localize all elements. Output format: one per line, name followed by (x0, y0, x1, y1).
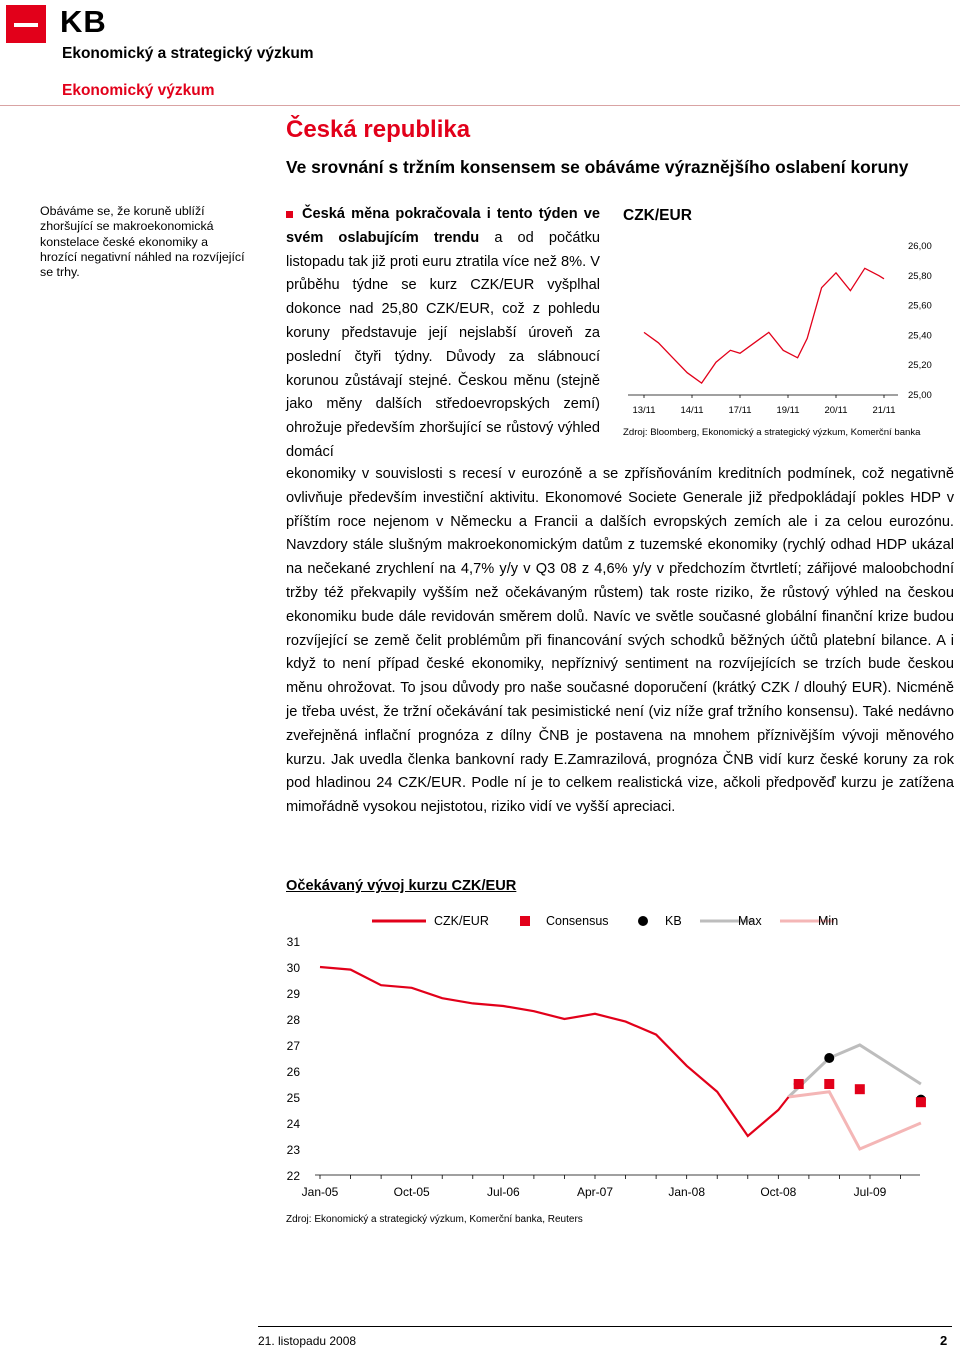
min-series-line (789, 1092, 921, 1149)
chart2-y-tick-label: 27 (286, 1039, 300, 1053)
chart2-y-tick-label: 24 (286, 1117, 300, 1131)
kb-logo-mark (6, 5, 46, 43)
chart1-x-tick-label: 17/11 (728, 405, 752, 416)
chart2-x-tick-label: Jul-06 (486, 1185, 520, 1199)
chart2-x-tick-label: Jan-08 (668, 1185, 706, 1199)
chart1-source: Zdroj: Bloomberg, Ekonomický a strategický výzkum, Komerční banka (623, 427, 921, 438)
footer-date: 21. listopadu 2008 (258, 1334, 357, 1348)
chart1-x-tick-label: 13/11 (632, 405, 656, 416)
legend-label: Consensus (546, 914, 609, 928)
consensus-point (916, 1097, 926, 1107)
chart2-y-tick-label: 25 (286, 1091, 300, 1105)
chart1-y-tick-label: 25,60 (908, 300, 932, 312)
header-divider (0, 105, 960, 106)
consensus-point (855, 1084, 865, 1094)
chart1-x-tick-label: 21/11 (872, 405, 896, 416)
legend-square-icon (520, 916, 530, 926)
chart1-series-line (644, 268, 884, 383)
legend-label: KB (665, 914, 682, 928)
chart1-x-tick-label: 19/11 (776, 405, 800, 416)
page-title: Česká republika (286, 116, 471, 143)
chart2-source: Zdroj: Ekonomický a strategický výzkum, Komerční banka, Reuters (286, 1214, 583, 1225)
czk-eur-chart (620, 228, 950, 418)
lead-bold-text: Česká měna pokračovala i tento týden ve svém oslabujícím trendu (286, 206, 600, 246)
department-title: Ekonomický a strategický výzkum (62, 45, 314, 62)
legend-dot-icon (638, 916, 648, 926)
chart2-y-tick-label: 23 (286, 1143, 300, 1157)
chart2-title: Očekávaný vývoj kurzu CZK/EUR (286, 878, 517, 894)
footer-divider (258, 1326, 952, 1327)
forecast-chart (280, 905, 950, 1205)
lead-text: a od počátku listopadu tak již proti euru ztratila více než 8%. V průběhu týdne se kurz CZK/EUR vyšplhal dokonce nad 25,80 CZK/EUR, což z pohledu koruny představuje její nejslabší úroveň za poslední čtyři týdny. Důvody za slábnoucí korunou zůstávají stejné. Českou měnu (stejně jako měny dalších středoevropských zemí) ohrožuje především zhoršující se růstový výhled domácí (286, 229, 600, 460)
kb-logo-text: KB (60, 4, 107, 39)
chart1-y-tick-label: 25,40 (908, 330, 932, 342)
body-paragraph: ekonomiky v souvislosti s recesí v eurozóně a se zpřísňováním kreditních podmínek, což negativně ovlivňuje především investiční aktivitu. Ekonomové Societe Generale již předpokládají pokles HDP v příštím roce nejenom v Německu a Francii a dalších evropských zemích ale i za celou eurozónu. Navzdory stále slušným makroekonomickým datům z tuzemské ekonomiky (rychlý odhad HDP ukázal na nečekané zrychlení na 4,7% y/y v Q3 08 z 4,6% y/y v předchozím čtvrtletí; zářijové maloobchodní tržby též překvapily vyšším než očekávaným růstem) tak roste riziko, že růstový výhled na českou ekonomiku bude dále revidován směrem dolů. Navíc ve světle současné globální finanční krize budou rozvíjející se země čelit problémům při financování svých schodků běžných účtů platební bilance. A i když to není případ české ekonomiky, nepříznivý sentiment na rozvíjejících se trzích bude českou měnu ohrožovat. To jsou důvody pro naše současné doporučení (krátký CZK / dlouhý EUR). Nicméně je třeba uvést, že tržní očekávání tak pesimistické není (viz níže graf tržního konsensu). Také nedávno zveřejněná inflační prognóza z dílny ČNB je postavena na mnohem příznivějším vývoji měnového kurzu. Jak uvedla členka bankovní rady E.Zamrazilová, prognóza ČNB vidí kurz české koruny za rok pod hladinou 24 CZK/EUR. Podle ní je to celkem realistická vize, ačkoli předpověď kurzu je zatížena mimořádně vysokou nejistotou, riziko vidí ve vyšší apreciaci. (286, 466, 954, 816)
chart2-x-tick-label: Oct-08 (760, 1185, 797, 1199)
consensus-point (794, 1079, 804, 1089)
bullet-icon (286, 211, 293, 218)
chart2-y-tick-label: 26 (286, 1065, 300, 1079)
chart2-y-tick-label: 28 (286, 1013, 300, 1027)
consensus-point (824, 1079, 834, 1089)
chart2-x-tick-label: Apr-07 (576, 1185, 614, 1199)
page-number: 2 (940, 1333, 948, 1348)
legend-label: Min (818, 914, 839, 928)
chart1-x-tick-label: 14/11 (680, 405, 704, 416)
sidebar-note: Obáváme se, že koruně ublíží zhoršující se makroekonomická konstelace české ekonomiky a hrozící negativní náhled na rozvíjející se trhy. (40, 204, 245, 280)
chart1-title: CZK/EUR (623, 207, 692, 224)
chart1-y-tick-label: 25,20 (908, 360, 932, 372)
chart2-y-tick-label: 29 (286, 987, 300, 1001)
kb-point (824, 1053, 834, 1063)
czk-eur-series-line (320, 967, 789, 1136)
chart2-y-tick-label: 31 (286, 935, 300, 949)
section-title: Ekonomický výzkum (62, 82, 215, 99)
chart2-y-tick-label: 22 (286, 1169, 300, 1183)
chart1-y-tick-label: 25,00 (908, 390, 932, 401)
chart1-y-tick-label: 26,00 (908, 241, 932, 252)
legend-label: CZK/EUR (434, 914, 489, 928)
chart2-x-tick-label: Jul-09 (853, 1185, 887, 1199)
legend-label: Max (738, 914, 762, 928)
article-subtitle: Ve srovnání s tržním konsensem se obáváme výraznějšího oslabení koruny (286, 157, 909, 177)
chart1-y-tick-label: 25,80 (908, 270, 932, 282)
chart2-y-tick-label: 30 (286, 961, 300, 975)
max-series-line (789, 1045, 921, 1097)
chart1-x-tick-label: 20/11 (824, 405, 848, 416)
chart2-x-tick-label: Jan-05 (301, 1185, 339, 1199)
lead-paragraph (286, 203, 600, 465)
chart2-x-tick-label: Oct-05 (393, 1185, 430, 1199)
